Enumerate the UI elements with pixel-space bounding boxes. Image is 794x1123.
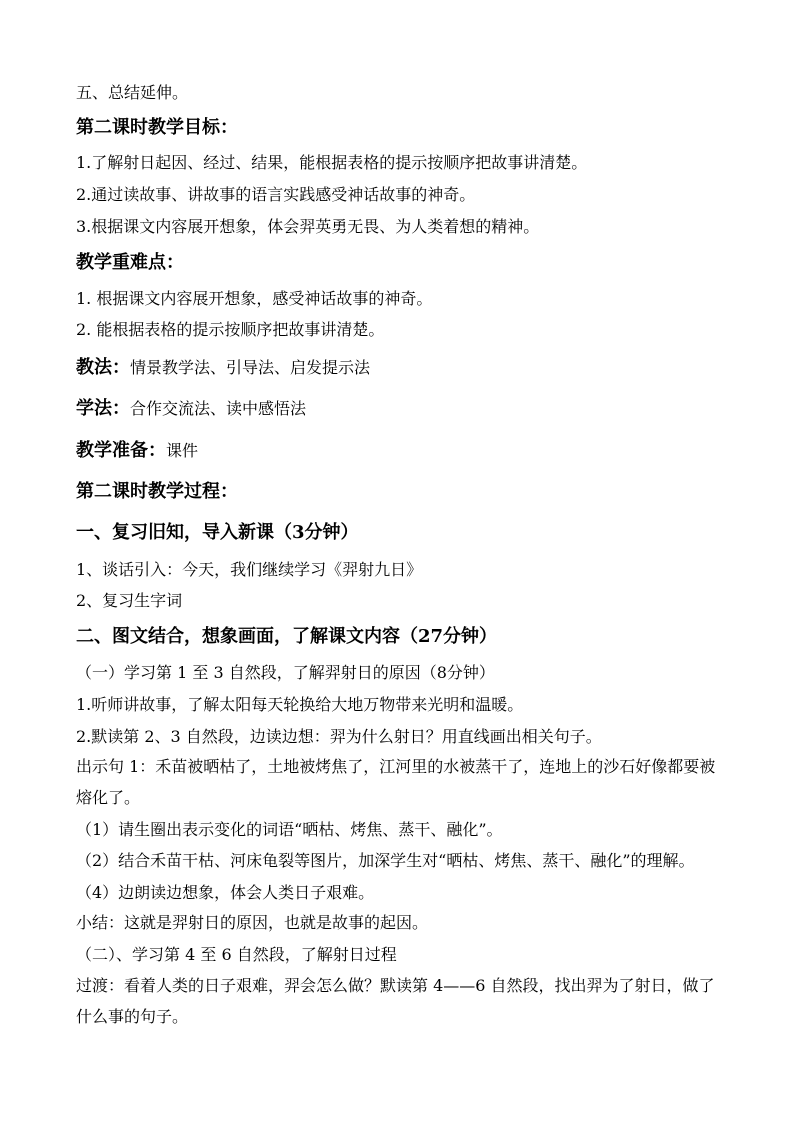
example-sentence: 出示句 1：禾苗被晒枯了，土地被烤焦了，江河里的水被蒸干了，连地上的沙石好像都要被熔化了。: [76, 757, 716, 807]
teaching-method-line: [76, 357, 370, 379]
summary-item: 五、总结延伸。: [76, 83, 189, 102]
section1-summary: 小结：这就是羿射日的原因，也就是故事的起因。: [76, 913, 429, 932]
section1-step: 1.听师讲故事，了解太阳每天轮换给大地万物带来光明和温暖。: [76, 695, 524, 714]
preparation-label: 教学准备：: [76, 440, 166, 461]
section2-transition: 过渡：看着人类的日子艰难，羿会怎么做？默读第 4——6 自然段，找出羿为了射日，做了什么事的句子。: [76, 976, 715, 1026]
goal-item: 3.根据课文内容展开想象，体会羿英勇无畏、为人类着想的精神。: [76, 217, 540, 236]
key-difficulties-heading: 教学重难点：: [76, 252, 184, 273]
section1-step: 2.默读第 2、3 自然段，边读边想：羿为什么射日？用直线画出相关句子。: [76, 727, 602, 746]
learning-method-value: 合作交流法、读中感悟法: [130, 399, 307, 418]
part2-heading: 二、图文结合，想象画面，了解课文内容（27分钟）: [76, 626, 498, 647]
part1-heading: 一、复习旧知，导入新课（3分钟）: [76, 522, 359, 543]
part1-item: 2、复习生字词: [76, 591, 183, 610]
teaching-method-value: 情景教学法、引导法、启发提示法: [130, 358, 371, 377]
process-heading: 第二课时教学过程：: [76, 481, 238, 502]
learning-method-line: [76, 398, 306, 420]
preparation-value: 课件: [166, 441, 199, 460]
goal-item: 2.通过读故事、讲故事的语言实践感受神话故事的神奇。: [76, 185, 476, 204]
lesson2-goals-heading: 第二课时教学目标：: [76, 117, 238, 138]
section2-heading: （二）、学习第 4 至 6 自然段，了解射日过程: [76, 945, 397, 964]
part1-item: 1、谈话引入：今天，我们继续学习《羿射九日》: [76, 560, 423, 579]
goal-item: 1.了解射日起因、经过、结果，能根据表格的提示按顺序把故事讲清楚。: [76, 153, 588, 172]
learning-method-label: 学法：: [76, 398, 130, 419]
preparation-line: [76, 440, 198, 462]
key-difficulty-item: 2. 能根据表格的提示按顺序把故事讲清楚。: [76, 320, 385, 339]
section1-task: （1）请生圈出表示变化的词语“晒枯、烤焦、蒸干、融化”。: [76, 820, 503, 839]
section1-heading: （一）学习第 1 至 3 自然段，了解羿射日的原因（8分钟）: [76, 663, 495, 682]
section1-task: （4）边朗读边想象，体会人类日子艰难。: [76, 883, 375, 902]
section1-task: （2）结合禾苗干枯、河床龟裂等图片，加深学生对“晒枯、烤焦、蒸干、融化”的理解。: [76, 851, 695, 870]
key-difficulty-item: 1. 根据课文内容展开想象，感受神话故事的神奇。: [76, 289, 433, 308]
teaching-method-label: 教法：: [76, 357, 130, 378]
